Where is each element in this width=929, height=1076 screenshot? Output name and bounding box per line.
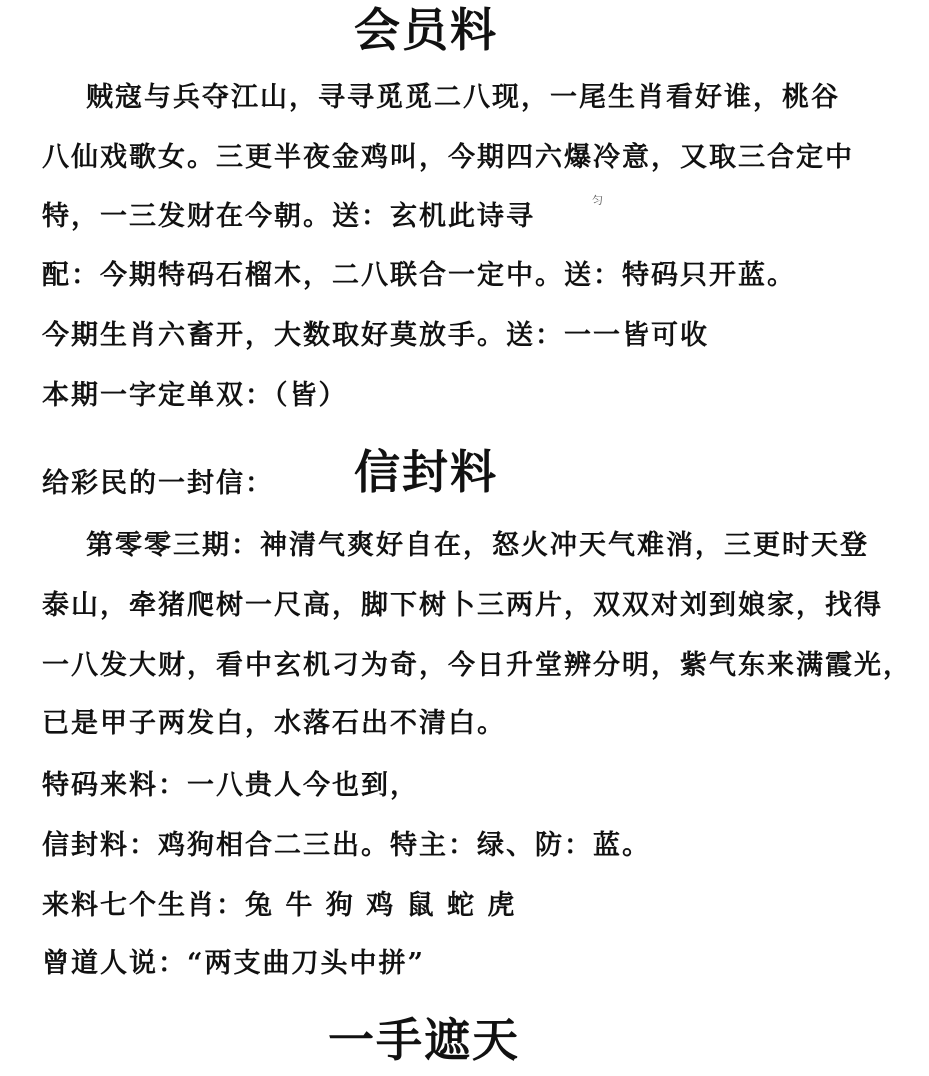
text-line: 本期一字定单双：（皆） (42, 380, 348, 411)
letter-intro: 给彩民的一封信： (42, 468, 274, 499)
heading-members: 会员料 (354, 3, 498, 57)
text-line: 八仙戏歌女。三更半夜金鸡叫，今期四六爆冷意，又取三合定中 (42, 142, 854, 173)
text-line: 已是甲子两发白，水落石出不清白。 (42, 708, 506, 739)
text-line: 配：今期特码石榴木，二八联合一定中。送：特码只开蓝。 (42, 260, 796, 291)
text-line: 今期生肖六畜开，大数取好莫放手。送：一一皆可收 (42, 320, 709, 351)
text-line: 一八发大财，看中玄机刁为奇，今日升堂辨分明，紫气东来满霞光， (42, 650, 912, 681)
stray-mark: 匀 (592, 194, 603, 207)
text-line: 特，一三发财在今朝。送：玄机此诗寻 (42, 201, 535, 232)
text-line: 来料七个生肖：兔 牛 狗 鸡 鼠 蛇 虎 (42, 890, 517, 921)
text-line: 信封料：鸡狗相合二三出。特主：绿、防：蓝。 (42, 830, 651, 861)
text-line: 第零零三期：神清气爽好自在，怒火冲天气难消，三更时天登 (86, 530, 869, 561)
text-line: 特码来料：一八贵人今也到， (42, 770, 419, 801)
heading-cover-sky: 一手遮天 (328, 1013, 520, 1067)
text-line: 贼寇与兵夺江山，寻寻觅觅二八现，一尾生肖看好谁，桃谷 (86, 82, 840, 113)
heading-envelope: 信封料 (354, 445, 498, 499)
text-line: 泰山，牵猪爬树一尺高，脚下树卜三两片，双双对刘到娘家，找得 (42, 590, 883, 621)
text-line: 曾道人说：“两支曲刀头中拼” (42, 948, 426, 979)
